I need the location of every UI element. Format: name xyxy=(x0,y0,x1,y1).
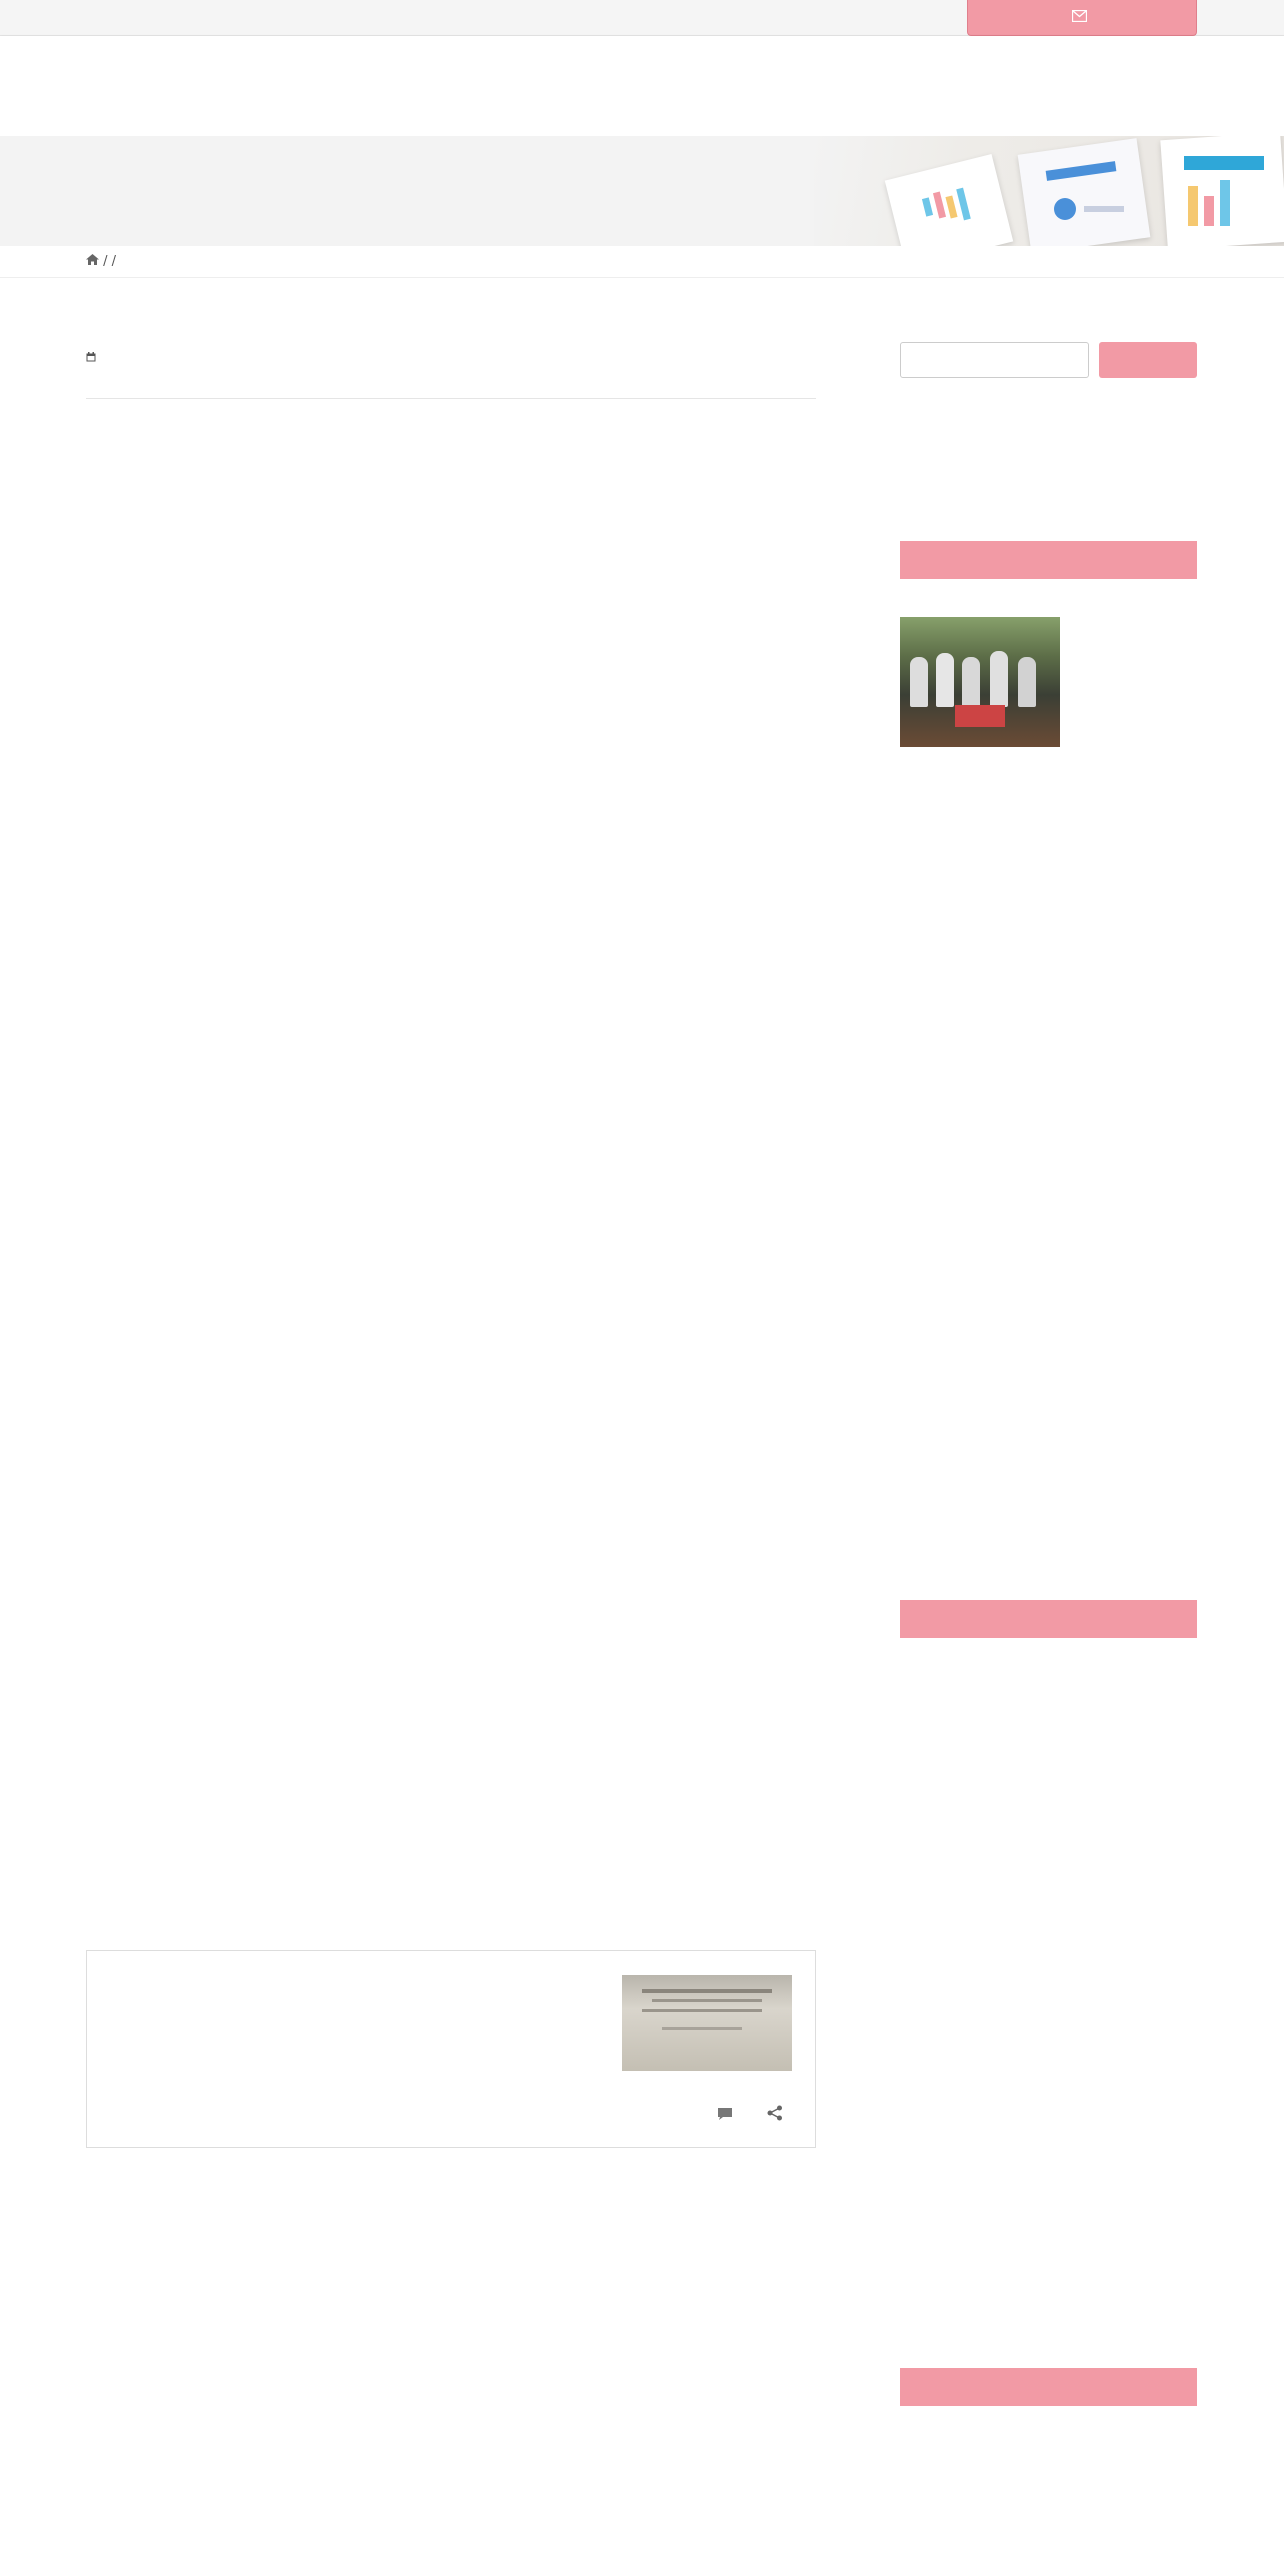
envelope-icon xyxy=(1072,10,1087,26)
embed-comment-count[interactable] xyxy=(717,2107,737,2125)
contact-button[interactable] xyxy=(967,0,1197,36)
search-button[interactable] xyxy=(1099,342,1197,378)
home-icon xyxy=(86,254,99,269)
banner-decoration-image xyxy=(814,136,1284,246)
emphasis-heading xyxy=(86,2464,816,2523)
post-date xyxy=(86,350,96,365)
post-title xyxy=(86,384,816,399)
search-input[interactable] xyxy=(900,342,1089,378)
share-icon[interactable] xyxy=(767,2105,783,2125)
comments-widget-heading xyxy=(900,2368,1197,2406)
comment-icon xyxy=(717,2107,733,2125)
breadcrumb xyxy=(0,246,1284,278)
profile-widget-heading xyxy=(900,541,1197,579)
top-info-bar xyxy=(0,0,1284,36)
profile-photo xyxy=(900,617,1060,747)
paragraph xyxy=(86,741,816,776)
embed-thumbnail[interactable] xyxy=(622,1975,792,2071)
popular-widget-heading xyxy=(900,1600,1197,1638)
breadcrumb-separator: / xyxy=(111,254,117,269)
emphasis-heading xyxy=(86,1134,816,1193)
breadcrumb-separator: / xyxy=(103,254,112,269)
page-header-banner xyxy=(0,136,1284,246)
embedded-post-card[interactable] xyxy=(86,1950,816,2148)
site-header xyxy=(0,36,1284,136)
calendar-icon xyxy=(86,351,96,365)
